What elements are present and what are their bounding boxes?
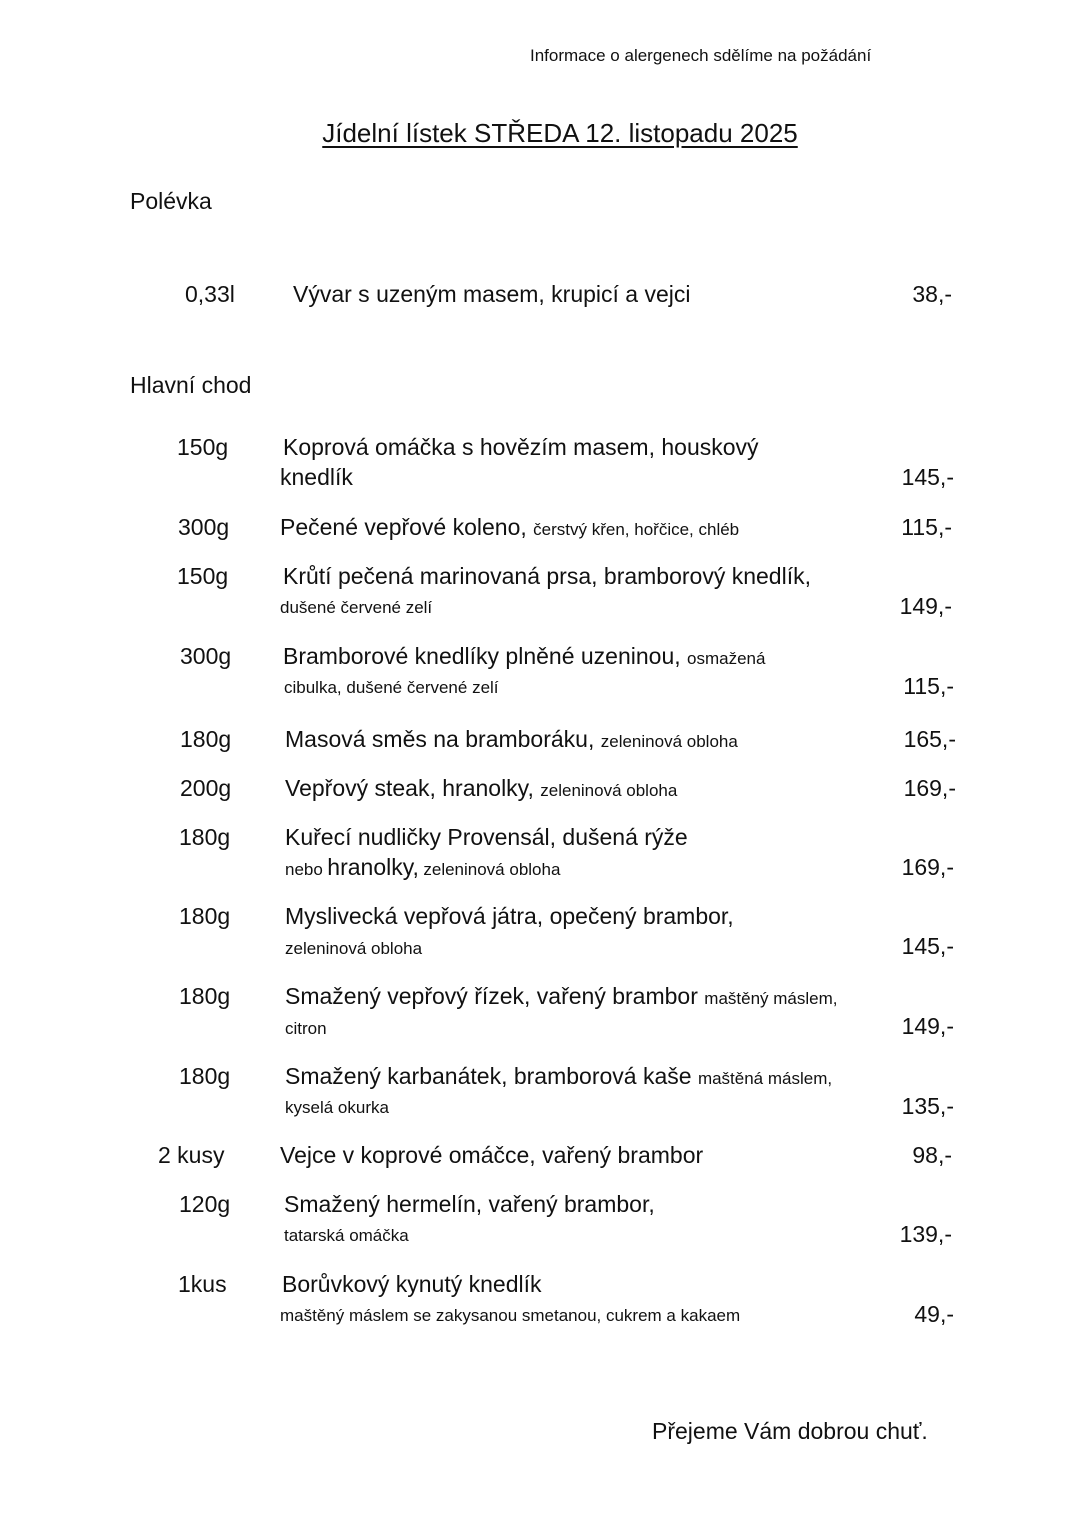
item-qty: 300g bbox=[180, 643, 232, 669]
item-price: 169,- bbox=[903, 775, 956, 801]
item-price: 145,- bbox=[901, 464, 954, 490]
item-price: 139,- bbox=[899, 1221, 952, 1247]
item-name-line2: nebo hranolky, zeleninová obloha bbox=[285, 854, 561, 880]
item-name: Krůtí pečená marinovaná prsa, bramborový knedlík, bbox=[283, 563, 811, 589]
item-extra: maštěný máslem, bbox=[704, 989, 838, 1008]
item-qty: 180g bbox=[179, 983, 231, 1009]
item-qty: 1kus bbox=[178, 1271, 227, 1297]
item-extra: osmažená bbox=[687, 649, 766, 668]
item-qty: 200g bbox=[180, 775, 232, 801]
item-name: Borůvkový kynutý knedlík bbox=[282, 1271, 542, 1297]
item-name-line2: dušené červené zelí bbox=[280, 598, 433, 617]
item-price: 115,- bbox=[901, 514, 952, 540]
item-price: 145,- bbox=[901, 933, 954, 959]
item-qty: 0,33l bbox=[185, 281, 235, 307]
item-name: Vejce v koprové omáčce, vařený brambor bbox=[280, 1142, 704, 1168]
item-name: Vepřový steak, hranolky, zeleninová obloha bbox=[285, 775, 678, 801]
item-extra: maštěná máslem, bbox=[697, 1069, 833, 1088]
item-name: Bramborové knedlíky plněné uzeninou, osmažená bbox=[283, 643, 766, 669]
item-price: 149,- bbox=[899, 593, 952, 619]
item-name: Smažený karbanátek, bramborová kaše maštěná máslem, bbox=[285, 1063, 833, 1089]
item-name: Smažený vepřový řízek, vařený brambor maštěný máslem, bbox=[285, 983, 838, 1009]
item-price: 115,- bbox=[903, 673, 954, 699]
item-qty: 2 kusy bbox=[158, 1142, 225, 1168]
item-name-line2: tatarská omáčka bbox=[284, 1226, 409, 1245]
menu-title: Jídelní lístek STŘEDA 12. listopadu 2025 bbox=[322, 118, 798, 148]
item-qty: 180g bbox=[180, 726, 232, 752]
item-name: Myslivecká vepřová játra, opečený brambor, bbox=[285, 903, 734, 929]
item-name: Smažený hermelín, vařený brambor, bbox=[284, 1191, 655, 1217]
item-name-line2: maštěný máslem se zakysanou smetanou, cukrem a kakaem bbox=[280, 1306, 741, 1325]
item-price: 135,- bbox=[901, 1093, 954, 1119]
item-name: Masová směs na bramboráku, zeleninová obloha bbox=[285, 726, 738, 752]
item-extra: zeleninová obloha bbox=[540, 781, 678, 800]
item-price: 38,- bbox=[912, 281, 952, 307]
item-name: Pečené vepřové koleno, čerstvý křen, hořčice, chléb bbox=[280, 514, 740, 540]
section-soup: Polévka bbox=[130, 188, 212, 214]
item-name: Kuřecí nudličky Provensál, dušená rýže bbox=[285, 824, 688, 850]
item-extra: čerstvý křen, hořčice, chléb bbox=[533, 520, 740, 539]
item-price: 149,- bbox=[901, 1013, 954, 1039]
item-name: Vývar s uzeným masem, krupicí a vejci bbox=[293, 281, 691, 307]
item-qty: 120g bbox=[179, 1191, 231, 1217]
footer-greeting: Přejeme Vám dobrou chuť. bbox=[652, 1418, 928, 1444]
item-extra: zeleninová obloha bbox=[600, 732, 738, 751]
item-qty: 150g bbox=[177, 563, 229, 589]
item-name-line2: citron bbox=[285, 1019, 327, 1038]
item-qty: 180g bbox=[179, 824, 231, 850]
item-price: 169,- bbox=[901, 854, 954, 880]
item-qty: 150g bbox=[177, 434, 229, 460]
item-qty: 180g bbox=[179, 1063, 231, 1089]
item-price: 49,- bbox=[914, 1301, 954, 1327]
item-name-line2: knedlík bbox=[280, 464, 353, 490]
item-price: 98,- bbox=[912, 1142, 952, 1168]
item-price: 165,- bbox=[903, 726, 956, 752]
item-qty: 180g bbox=[179, 903, 231, 929]
item-name-line2: kyselá okurka bbox=[285, 1098, 389, 1117]
allergen-note: Informace o alergenech sdělíme na požádání bbox=[530, 46, 872, 65]
item-name-line2: cibulka, dušené červené zelí bbox=[284, 678, 499, 697]
item-name-line2: zeleninová obloha bbox=[285, 939, 423, 958]
item-name: Koprová omáčka s hovězím masem, houskový bbox=[283, 434, 759, 460]
section-main: Hlavní chod bbox=[130, 372, 252, 398]
item-qty: 300g bbox=[178, 514, 230, 540]
